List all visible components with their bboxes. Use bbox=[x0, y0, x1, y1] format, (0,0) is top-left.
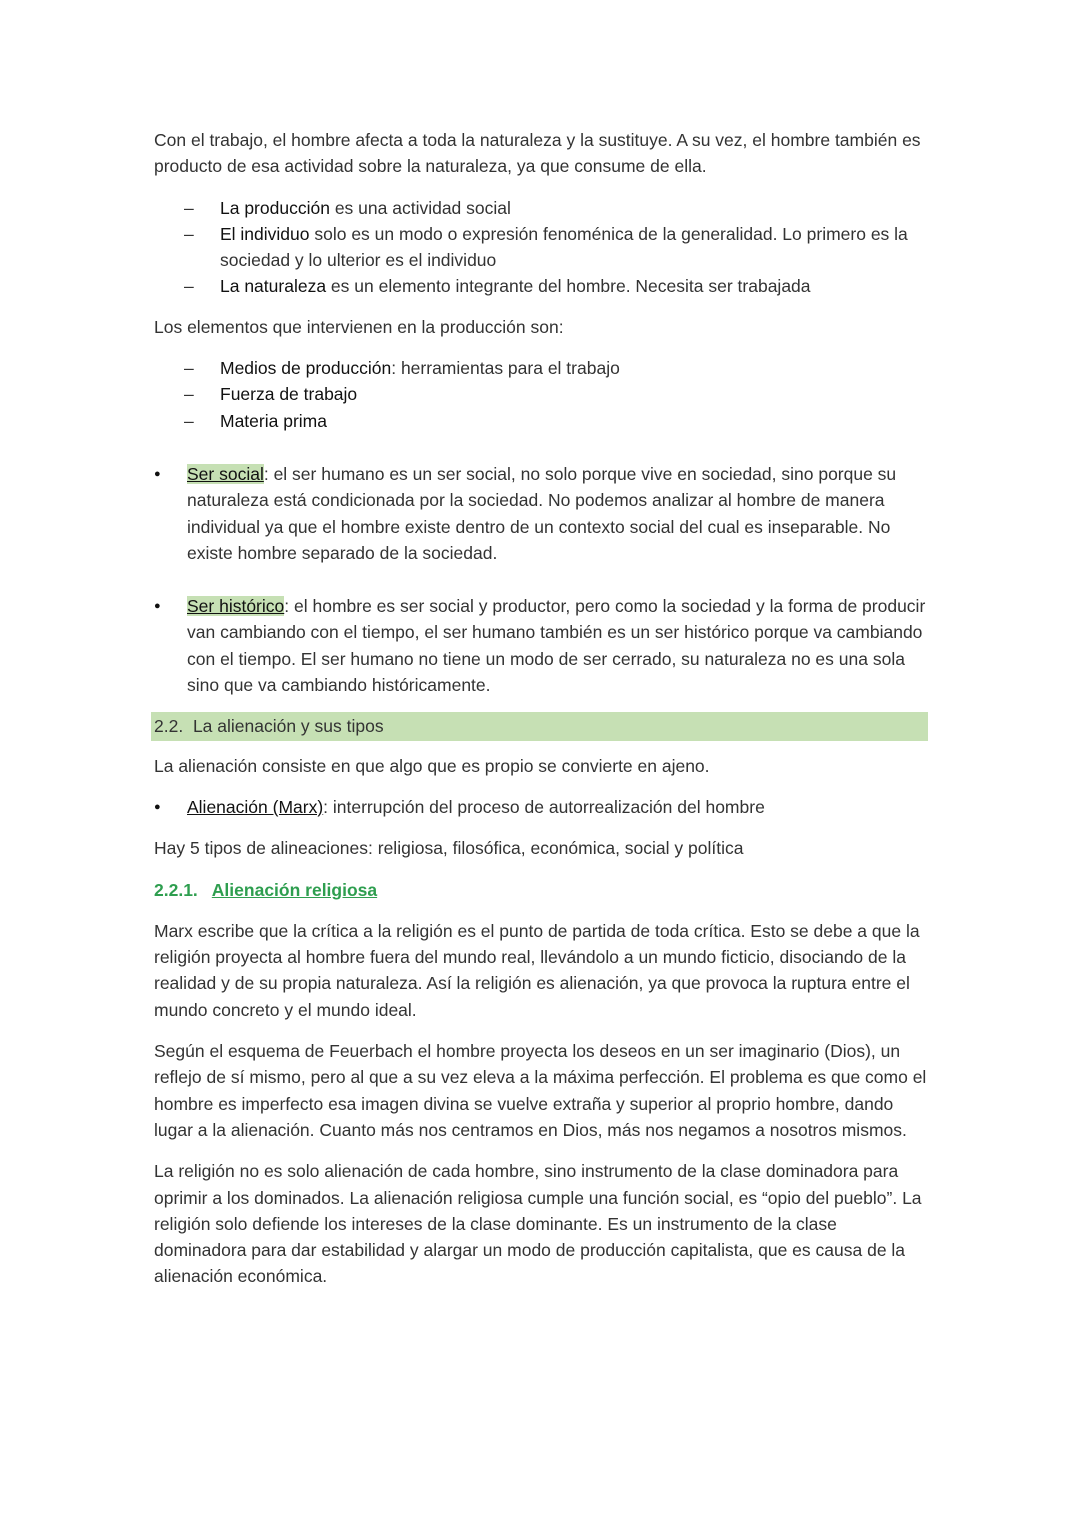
list-text: : herramientas para el trabajo bbox=[391, 358, 620, 379]
paragraph-elementos: Los elementos que intervienen en la producción son: bbox=[154, 316, 564, 337]
section-title: La alienación y sus tipos bbox=[192, 716, 384, 737]
subsection-heading bbox=[154, 877, 928, 903]
bullet-ser-historico bbox=[154, 593, 928, 698]
highlighted-term: Ser social bbox=[187, 463, 264, 484]
bullet-alienacion-marx bbox=[154, 794, 928, 820]
paragraph-tipos: Hay 5 tipos de alineaciones: religiosa, filosófica, económica, social y política bbox=[154, 838, 744, 859]
document-page bbox=[154, 127, 928, 1290]
list-item bbox=[154, 195, 928, 221]
list-text: solo es un modo o expresión fenoménica de la generalidad. Lo primero es la sociedad y lo ulterior es el individuo bbox=[220, 223, 908, 271]
paragraph-alienacion-def: La alienación consiste en que algo que es propio se convierte en ajeno. bbox=[154, 755, 710, 776]
section-heading bbox=[151, 712, 928, 740]
list-term: El individuo bbox=[220, 223, 310, 244]
bullet-text: : el ser humano es un ser social, no solo porque vive en sociedad, sino porque su naturaleza está condicionada por la sociedad. No podemos analizar al hombre de manera individual ya que el hombre existe dentro de un contexto social del cual es inseparable. No existe hombre separado de la sociedad. bbox=[187, 463, 897, 563]
highlighted-term: Ser histórico bbox=[187, 596, 285, 617]
list-item bbox=[154, 221, 928, 274]
bullet-text: : el hombre es ser social y productor, pero como la sociedad y la forma de producir van cambiando con el tiempo, el ser humano también es un ser histórico porque va cambiando con el tiempo. El ser humano no tiene un modo de ser cerrado, su naturaleza no es una sola sino que va cambiando históricamente. bbox=[187, 596, 926, 696]
list-term: Fuerza de trabajo bbox=[220, 384, 358, 405]
elements-list bbox=[154, 355, 928, 434]
list-item bbox=[154, 273, 928, 299]
list-item bbox=[154, 355, 928, 381]
production-list bbox=[154, 195, 928, 300]
list-text: es una actividad social bbox=[329, 197, 511, 218]
underlined-term: Alienación (Marx) bbox=[187, 796, 324, 817]
list-text: es un elemento integrante del hombre. Necesita ser trabajada bbox=[326, 276, 811, 297]
bullet-text: : interrupción del proceso de autorrealización del hombre bbox=[323, 796, 765, 817]
paragraph-feuerbach: Según el esquema de Feuerbach el hombre proyecta los deseos en un ser imaginario (Dios), un reflejo de sí mismo, pero al que a su vez eleva a la máxima perfección. El problema es que como el hombre es imperfecto esa imagen divina se vuelve extraña y superior al proprio hombre, dando lugar a la alienación. Cuanto más nos centramos en Dios, más nos negamos a nosotros mismos. bbox=[154, 1041, 927, 1140]
subsection-title: Alienación religiosa bbox=[211, 879, 378, 900]
list-item bbox=[154, 381, 928, 407]
paragraph-marx-critica: Marx escribe que la crítica a la religión es el punto de partida de toda crítica. Esto se debe a que la religión proyecta al hombre fuera del mundo real, llevándolo a un mundo ficticio, disociando de la realidad y de su propia naturaleza. Así la religión es alienación, ya que provoca la ruptura entre el mundo concreto y el mundo ideal. bbox=[154, 920, 920, 1020]
section-number: 2.2. bbox=[154, 716, 184, 737]
paragraph-religion-clase: La religión no es solo alienación de cada hombre, sino instrumento de la clase dominadora para oprimir a los dominados. La alienación religiosa cumple una función social, es “opio del pueblo”. La religión solo defiende los intereses de la clase dominante. Es un instrumento de la clase dominadora para dar estabilidad y alargar un modo de producción capitalista, que es causa de la alienación económica. bbox=[154, 1161, 922, 1287]
bullet-ser-social bbox=[154, 461, 928, 566]
list-term: La naturaleza bbox=[220, 276, 327, 297]
paragraph-trabajo: Con el trabajo, el hombre afecta a toda la naturaleza y la sustituye. A su vez, el hombre también es producto de esa actividad sobre la naturaleza, ya que consume de ella. bbox=[154, 130, 921, 177]
list-term: La producción bbox=[220, 197, 330, 218]
subsection-number: 2.2.1. bbox=[154, 879, 198, 900]
list-term: Materia prima bbox=[220, 410, 327, 431]
list-item bbox=[154, 408, 928, 434]
list-term: Medios de producción bbox=[220, 358, 392, 379]
